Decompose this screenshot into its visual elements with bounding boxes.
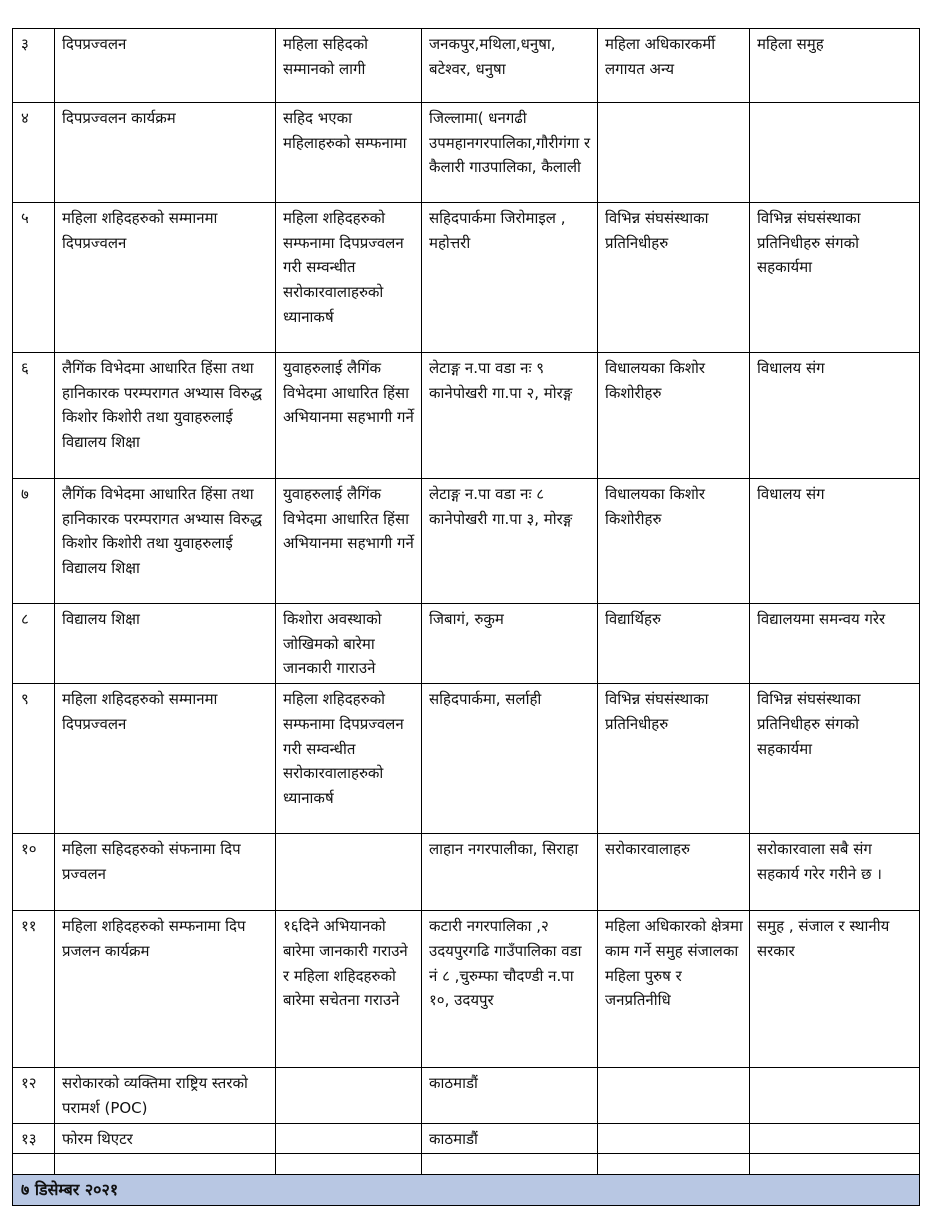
- objective-cell: युवाहरुलाई लैगिंक विभेदमा आधारित हिंसा अभियानमा सहभागी गर्ने: [276, 479, 422, 604]
- place-cell: सहिदपार्कमा, सर्लाही: [422, 684, 598, 834]
- table-row: [13, 203, 920, 353]
- empty-cell: [598, 1154, 750, 1175]
- activity-cell: दिपप्रज्वलन: [55, 29, 276, 103]
- objective-cell: [276, 1123, 422, 1154]
- table-row: [13, 1123, 920, 1154]
- place-cell: सहिदपार्कमा जिरोमाइल , महोत्तरी: [422, 203, 598, 353]
- table-row: [13, 604, 920, 684]
- place-cell: लाहान नगरपालीका, सिराहा: [422, 834, 598, 911]
- place-cell: कटारी नगरपालिका ,२ उदयपुरगढि गाउँपालिका वडा नं ८ ,चुरुम्फा चौदण्डी न.पा १०, उदयपुर: [422, 911, 598, 1068]
- row-number: ६: [13, 353, 55, 479]
- place-cell: जिल्लामा( धनगढी उपमहानगरपालिका,गौरीगंगा र कैलारी गाउपालिका, कैलाली: [422, 103, 598, 203]
- row-number: ९: [13, 684, 55, 834]
- place-cell: जनकपुर,मथिला,धनुषा, बटेश्वर, धनुषा: [422, 29, 598, 103]
- collaboration-cell: विधालय संग: [750, 479, 920, 604]
- date-heading-row: [13, 1175, 920, 1206]
- objective-cell: सहिद भएका महिलाहरुको सम्फनामा: [276, 103, 422, 203]
- row-number: ३: [13, 29, 55, 103]
- objective-cell: १६दिने अभियानको बारेमा जानकारी गराउने र महिला शहिदहरुको बारेमा सचेतना गराउने: [276, 911, 422, 1068]
- place-cell: काठमाडौं: [422, 1068, 598, 1123]
- objective-cell: [276, 834, 422, 911]
- collaboration-cell: विभिन्न संघसंस्थाका प्रतिनिधीहरु संगको सहकार्यमा: [750, 203, 920, 353]
- place-cell: लेटाङ्ग न.पा वडा नः ८ कानेपोखरी गा.पा ३, मोरङ्ग: [422, 479, 598, 604]
- date-heading: ७ डिसेम्बर २०२१: [13, 1175, 920, 1206]
- participants-cell: महिला अधिकारको क्षेत्रमा काम गर्ने समुह संजालका महिला पुरुष र जनप्रतिनीधि: [598, 911, 750, 1068]
- activity-cell: लैगिंक विभेदमा आधारित हिंसा तथा हानिकारक परम्परागत अभ्यास विरुद्ध किशोर किशोरी तथा युवाहरुलाई विद्यालय शिक्षा: [55, 479, 276, 604]
- row-number: १०: [13, 834, 55, 911]
- activity-table: [12, 28, 920, 1206]
- activity-cell: दिपप्रज्वलन कार्यक्रम: [55, 103, 276, 203]
- table-row: [13, 1068, 920, 1123]
- table-row: [13, 911, 920, 1068]
- table-row: [13, 29, 920, 103]
- activity-cell: लैगिंक विभेदमा आधारित हिंसा तथा हानिकारक परम्परागत अभ्यास विरुद्ध किशोर किशोरी तथा युवाहरुलाई विद्यालय शिक्षा: [55, 353, 276, 479]
- row-number: ४: [13, 103, 55, 203]
- participants-cell: महिला अधिकारकर्मी लगायत अन्य: [598, 29, 750, 103]
- activity-cell: महिला शहिदहरुको सम्फनामा दिप प्रजलन कार्यक्रम: [55, 911, 276, 1068]
- activity-cell: फोरम थिएटर: [55, 1123, 276, 1154]
- objective-cell: महिला सहिदको सम्मानको लागी: [276, 29, 422, 103]
- objective-cell: किशोरा अवस्थाको जोखिमको बारेमा जानकारी गाराउने: [276, 604, 422, 684]
- activity-cell: सरोकारको व्यक्तिमा राष्ट्रिय स्तरको परामर्श (POC): [55, 1068, 276, 1123]
- empty-cell: [750, 1154, 920, 1175]
- table-row: [13, 353, 920, 479]
- place-cell: जिबागं, रुकुम: [422, 604, 598, 684]
- empty-cell: [13, 1154, 55, 1175]
- empty-row: [13, 1154, 920, 1175]
- participants-cell: विधालयका किशोर किशोरीहरु: [598, 479, 750, 604]
- collaboration-cell: [750, 1068, 920, 1123]
- table-row: [13, 479, 920, 604]
- participants-cell: विद्यार्थिहरु: [598, 604, 750, 684]
- collaboration-cell: सरोकारवाला सबै संग सहकार्य गरेर गरीने छ ।: [750, 834, 920, 911]
- table-row: [13, 834, 920, 911]
- participants-cell: [598, 1123, 750, 1154]
- participants-cell: [598, 1068, 750, 1123]
- row-number: ११: [13, 911, 55, 1068]
- objective-cell: युवाहरुलाई लैगिंक विभेदमा आधारित हिंसा अभियानमा सहभागी गर्ने: [276, 353, 422, 479]
- table-row: [13, 684, 920, 834]
- place-cell: लेटाङ्ग न.पा वडा नः ९ कानेपोखरी गा.पा २, मोरङ्ग: [422, 353, 598, 479]
- collaboration-cell: विभिन्न संघसंस्थाका प्रतिनिधीहरु संगको सहकार्यमा: [750, 684, 920, 834]
- collaboration-cell: विधालय संग: [750, 353, 920, 479]
- collaboration-cell: महिला समुह: [750, 29, 920, 103]
- empty-cell: [276, 1154, 422, 1175]
- participants-cell: विभिन्न संघसंस्थाका प्रतिनिधीहरु: [598, 684, 750, 834]
- participants-cell: विभिन्न संघसंस्थाका प्रतिनिधीहरु: [598, 203, 750, 353]
- participants-cell: सरोकारवालाहरु: [598, 834, 750, 911]
- empty-cell: [55, 1154, 276, 1175]
- row-number: ७: [13, 479, 55, 604]
- objective-cell: महिला शहिदहरुको सम्फनामा दिपप्रज्वलन गरी सम्वन्धीत सरोकारवालाहरुको ध्यानाकर्ष: [276, 203, 422, 353]
- row-number: ५: [13, 203, 55, 353]
- table-row: [13, 103, 920, 203]
- collaboration-cell: समुह , संजाल र स्थानीय सरकार: [750, 911, 920, 1068]
- activity-cell: विद्यालय शिक्षा: [55, 604, 276, 684]
- activity-cell: महिला सहिदहरुको संफनामा दिप प्रज्वलन: [55, 834, 276, 911]
- collaboration-cell: [750, 103, 920, 203]
- activity-cell: महिला शहिदहरुको सम्मानमा दिपप्रज्वलन: [55, 203, 276, 353]
- participants-cell: विधालयका किशोर किशोरीहरु: [598, 353, 750, 479]
- objective-cell: [276, 1068, 422, 1123]
- collaboration-cell: [750, 1123, 920, 1154]
- objective-cell: महिला शहिदहरुको सम्फनामा दिपप्रज्वलन गरी सम्वन्धीत सरोकारवालाहरुको ध्यानाकर्ष: [276, 684, 422, 834]
- collaboration-cell: विद्यालयमा समन्वय गरेर: [750, 604, 920, 684]
- row-number: १३: [13, 1123, 55, 1154]
- row-number: ८: [13, 604, 55, 684]
- empty-cell: [422, 1154, 598, 1175]
- place-cell: काठमाडौं: [422, 1123, 598, 1154]
- activity-cell: महिला शहिदहरुको सम्मानमा दिपप्रज्वलन: [55, 684, 276, 834]
- participants-cell: [598, 103, 750, 203]
- row-number: १२: [13, 1068, 55, 1123]
